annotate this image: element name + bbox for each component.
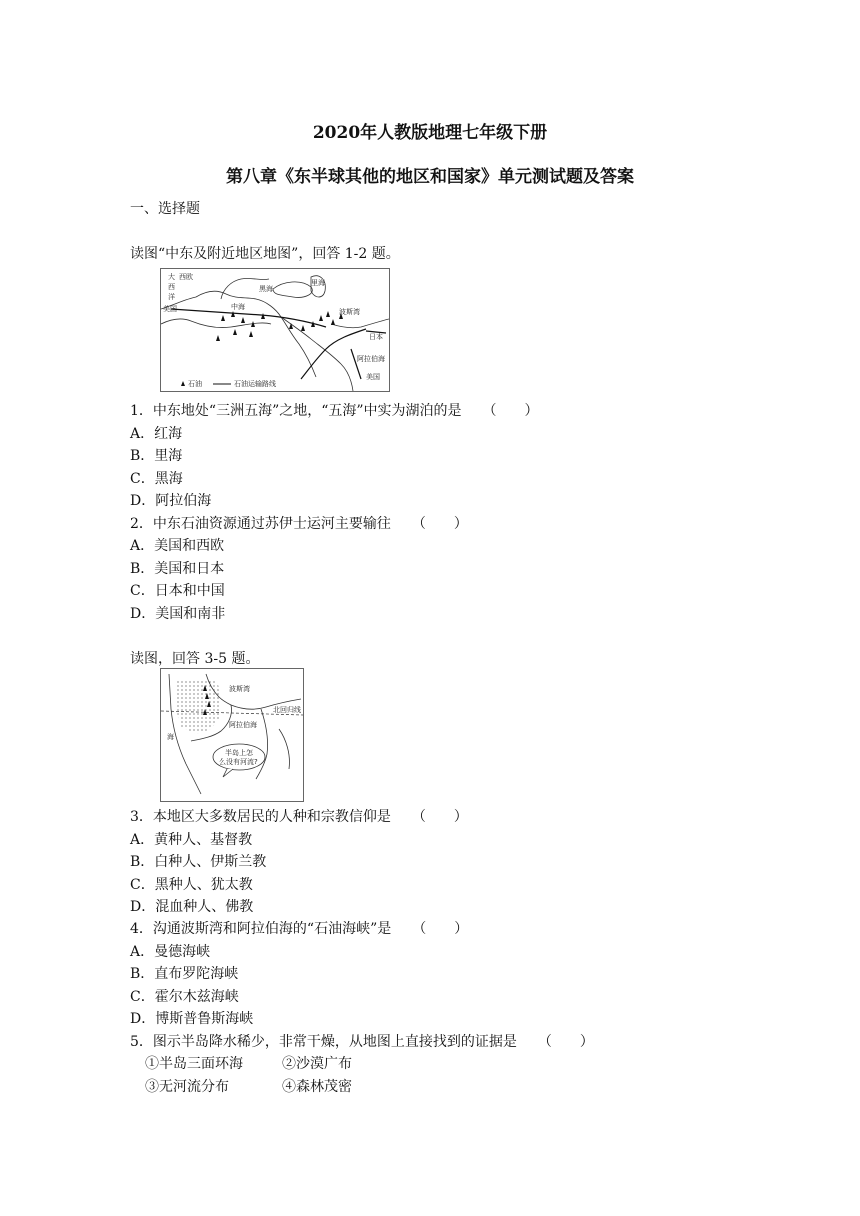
sea-label: 海 [167, 733, 174, 741]
question-5-option-1: ①半岛三面环海 [145, 1056, 243, 1072]
question-2-option-a: A．美国和西欧 [130, 538, 225, 554]
page-subtitle: 第八章《东半球其他的地区和国家》单元测试题及答案 [226, 167, 634, 187]
question-2-stem: 2．中东石油资源通过苏伊士运河主要输往 （ ） [130, 516, 468, 532]
black-sea-label: 黑海 [259, 285, 273, 293]
question-2-option-d: D．美国和南非 [130, 606, 226, 622]
bubble-text-1: 半岛上怎 [225, 749, 253, 757]
arabian-sea-label: 阿拉伯海 [357, 355, 385, 363]
question-1-stem: 1．中东地处“三洲五海”之地，“五海”中实为湖泊的是 （ ） [130, 403, 539, 419]
legend-oil-label: 石油 [188, 380, 202, 388]
question-3-stem: 3．本地区大多数居民的人种和宗教信仰是 （ ） [130, 809, 468, 825]
question-1-option-b: B．里海 [130, 448, 183, 464]
atlantic-label-b: 西 [168, 283, 175, 291]
question-5-stem: 5．图示半岛降水稀少，非常干燥，从地图上直接找到的证据是 （ ） [130, 1034, 594, 1050]
oil-legend-icon [181, 381, 185, 386]
arabian-peninsula-map [160, 668, 304, 802]
thought-bubble [213, 744, 265, 770]
question-3-option-a: A．黄种人、基督教 [130, 832, 253, 848]
usa-right-label: 美国 [366, 373, 380, 381]
question-5-option-4: ④森林茂密 [282, 1079, 352, 1095]
legend-route-label: 石油运输路线 [234, 380, 276, 388]
question-3-option-d: D．混血种人、佛教 [130, 899, 254, 915]
question-1-option-a: A．红海 [130, 426, 183, 442]
question-1-option-d: D．阿拉伯海 [130, 493, 212, 509]
japan-label: 日本 [369, 333, 383, 341]
middle-east-map [160, 268, 390, 392]
question-5-option-2: ②沙漠广布 [282, 1056, 352, 1072]
caspian-label: 里海 [311, 279, 325, 287]
question-3-option-c: C．黑种人、犹太教 [130, 877, 253, 893]
page-title: 2020年人教版地理七年级下册 [312, 123, 548, 143]
question-2-option-c: C．日本和中国 [130, 583, 225, 599]
persian-gulf-label: 波斯湾 [339, 308, 360, 316]
tropic-label: 北回归线 [273, 706, 301, 714]
question-3-option-b: B．白种人、伊斯兰教 [130, 854, 267, 870]
intro-q1-2: 读图“中东及附近地区地图”，回答 1-2 题。 [130, 246, 400, 262]
question-5-option-3: ③无河流分布 [145, 1079, 229, 1095]
question-4-option-b: B．直布罗陀海峡 [130, 966, 239, 982]
intro-q3-5: 读图，回答 3-5 题。 [130, 651, 260, 667]
question-4-option-d: D．博斯普鲁斯海峡 [130, 1011, 254, 1027]
atlantic-label-c: 洋 [168, 293, 175, 301]
arabian-sea-label-2: 阿拉伯海 [229, 721, 257, 729]
question-2-option-b: B．美国和日本 [130, 561, 225, 577]
question-4-stem: 4．沟通波斯湾和阿拉伯海的“石油海峡”是 （ ） [130, 921, 469, 937]
section-heading: 一、选择题 [130, 201, 200, 217]
persian-gulf-label-2: 波斯湾 [229, 685, 250, 693]
mediterranean-label: 中海 [231, 303, 245, 311]
question-4-option-a: A．曼德海峡 [130, 944, 211, 960]
question-1-option-c: C．黑海 [130, 471, 183, 487]
usa-left-label: 美国 [163, 305, 177, 313]
west-europe-label: 西欧 [179, 273, 193, 281]
bubble-text-2: 么没有河流? [219, 758, 258, 766]
question-4-option-c: C．霍尔木兹海峡 [130, 989, 239, 1005]
atlantic-label-a: 大 [168, 273, 175, 281]
